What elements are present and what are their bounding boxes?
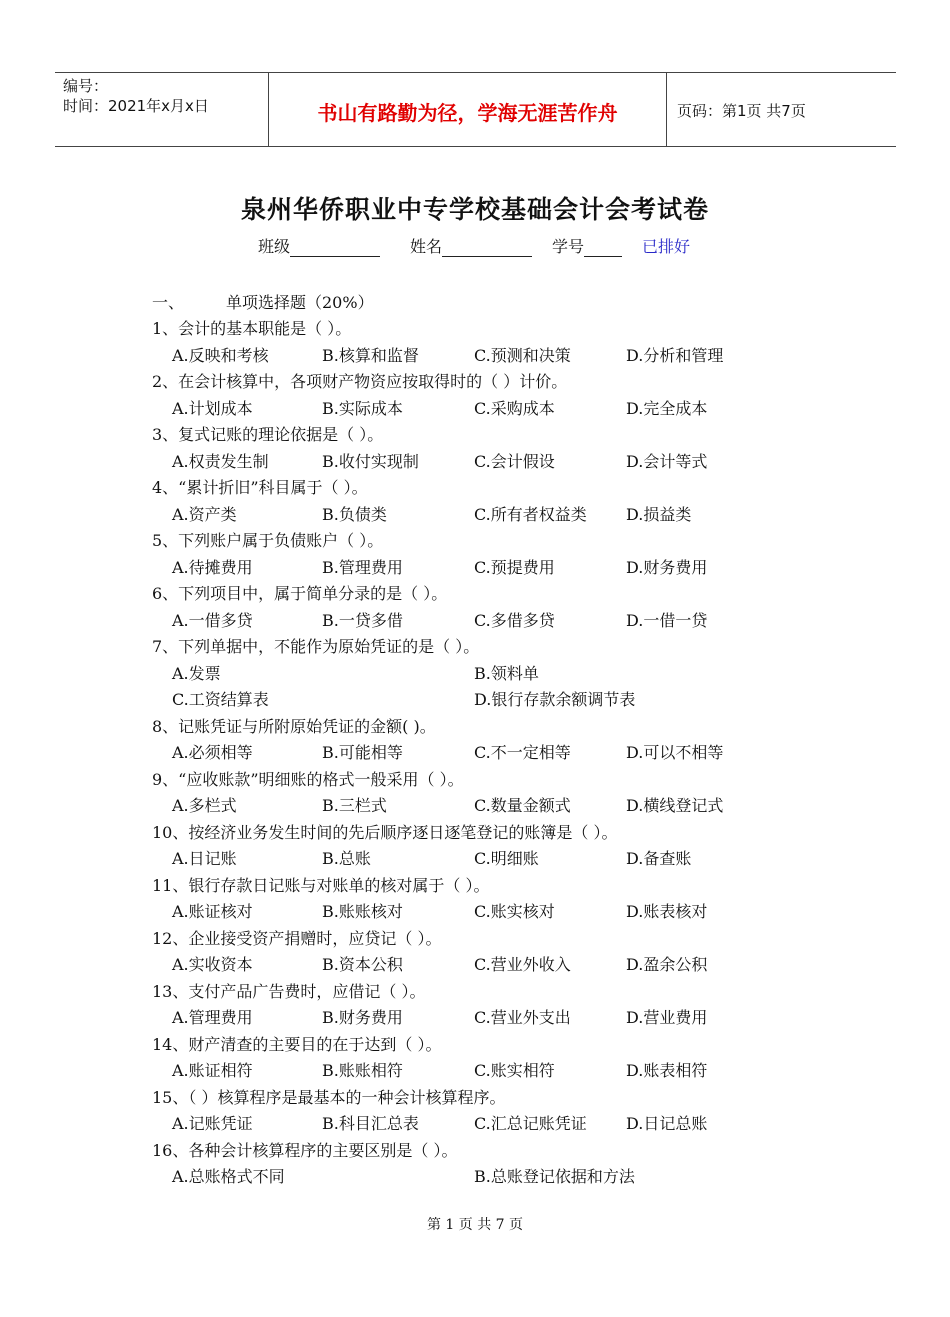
- answer-option: A.发票: [172, 664, 221, 683]
- question-stem: 2、在会计核算中，各项财产物资应按取得时的（ ）计价。: [152, 372, 568, 391]
- name-label: 姓名: [410, 237, 443, 256]
- answer-option: B.三栏式: [322, 796, 387, 815]
- question-stem: 6、下列项目中，属于简单分录的是（ ）。: [152, 584, 448, 603]
- answer-option: D.账表核对: [626, 902, 708, 921]
- page-footer: 第 1 页 共 7 页: [426, 1217, 524, 1233]
- answer-option: C.多借多贷: [474, 611, 555, 630]
- answer-option: B.科目汇总表: [322, 1114, 419, 1133]
- answer-option: A.权责发生制: [172, 452, 269, 471]
- answer-option: C.工资结算表: [172, 690, 269, 709]
- answer-option: A.待摊费用: [172, 558, 253, 577]
- question-stem: 4、“累计折旧”科目属于（ ）。: [152, 478, 368, 497]
- header-meta: [63, 76, 209, 116]
- answer-option: B.管理费用: [322, 558, 403, 577]
- answer-option: C.预测和决策: [474, 346, 571, 365]
- answer-option: A.一借多贷: [172, 611, 253, 630]
- question-stem: 12、企业接受资产捐赠时，应贷记（ ）。: [152, 929, 442, 948]
- name-field: [410, 234, 532, 257]
- id-field: [552, 234, 622, 257]
- answer-option: C.采购成本: [474, 399, 555, 418]
- answer-option: A.反映和考核: [172, 346, 269, 365]
- answer-option: A.实收资本: [172, 955, 253, 974]
- answer-option: D.横线登记式: [626, 796, 724, 815]
- exam-title: 泉州华侨职业中专学校基础会计会考试卷: [240, 195, 709, 224]
- answer-option: C.账实核对: [474, 902, 555, 921]
- section-number: 一、: [152, 293, 185, 312]
- page-header: [55, 72, 896, 147]
- name-blank: [442, 240, 532, 257]
- answer-option: C.数量金额式: [474, 796, 571, 815]
- answer-option: A.总账格式不同: [172, 1167, 285, 1186]
- answer-option: B.财务费用: [322, 1008, 403, 1027]
- answer-option: D.损益类: [626, 505, 692, 524]
- answer-option: C.明细账: [474, 849, 539, 868]
- sorted-label: 已排好: [642, 237, 691, 256]
- answer-option: C.预提费用: [474, 558, 555, 577]
- answer-option: B.资本公积: [322, 955, 403, 974]
- answer-option: B.可能相等: [322, 743, 403, 762]
- question-stem: 11、银行存款日记账与对账单的核对属于（ ）。: [152, 876, 490, 895]
- answer-option: A.管理费用: [172, 1008, 253, 1027]
- question-stem: 7、下列单据中，不能作为原始凭证的是（ ）。: [152, 637, 480, 656]
- answer-option: D.一借一贷: [626, 611, 708, 630]
- class-field: [258, 234, 380, 257]
- answer-option: C.所有者权益类: [474, 505, 587, 524]
- answer-option: B.核算和监督: [322, 346, 419, 365]
- question-stem: 8、记账凭证与所附原始凭证的金额( )。: [152, 717, 436, 736]
- answer-option: B.一贷多借: [322, 611, 403, 630]
- header-divider: [666, 73, 667, 146]
- answer-option: B.领料单: [474, 664, 539, 683]
- answer-option: D.日记总账: [626, 1114, 708, 1133]
- question-stem: 9、“应收账款”明细账的格式一般采用（ ）。: [152, 770, 464, 789]
- answer-option: B.总账: [322, 849, 371, 868]
- answer-option: B.负债类: [322, 505, 387, 524]
- answer-option: D.银行存款余额调节表: [474, 690, 636, 709]
- answer-option: D.营业费用: [626, 1008, 708, 1027]
- answer-option: D.账表相符: [626, 1061, 708, 1080]
- answer-option: B.收付实现制: [322, 452, 419, 471]
- answer-option: D.完全成本: [626, 399, 708, 418]
- answer-option: A.账证核对: [172, 902, 253, 921]
- answer-option: D.备查账: [626, 849, 692, 868]
- answer-option: A.资产类: [172, 505, 237, 524]
- answer-option: C.账实相符: [474, 1061, 555, 1080]
- time-label: 时间：2021年x月x日: [63, 97, 209, 115]
- answer-option: B.账账相符: [322, 1061, 403, 1080]
- question-stem: 10、按经济业务发生时间的先后顺序逐日逐笔登记的账簿是（ ）。: [152, 823, 618, 842]
- answer-option: A.日记账: [172, 849, 237, 868]
- question-stem: 13、支付产品广告费时，应借记（ ）。: [152, 982, 426, 1001]
- section-title: 单项选择题（20%）: [226, 293, 374, 312]
- motto: 书山有路勤为径，学海无涯苦作舟: [317, 101, 618, 125]
- answer-option: D.会计等式: [626, 452, 708, 471]
- answer-option: A.必须相等: [172, 743, 253, 762]
- answer-option: D.财务费用: [626, 558, 708, 577]
- answer-option: A.记账凭证: [172, 1114, 253, 1133]
- id-blank: [584, 240, 622, 257]
- answer-option: A.计划成本: [172, 399, 253, 418]
- answer-option: C.营业外收入: [474, 955, 571, 974]
- question-stem: 16、各种会计核算程序的主要区别是（ ）。: [152, 1141, 458, 1160]
- answer-option: D.盈余公积: [626, 955, 708, 974]
- answer-option: B.实际成本: [322, 399, 403, 418]
- id-label: 学号: [552, 237, 585, 256]
- question-stem: 14、财产清查的主要目的在于达到（ ）。: [152, 1035, 442, 1054]
- question-stem: 15、（ ）核算程序是最基本的一种会计核算程序。: [152, 1088, 506, 1107]
- answer-option: D.可以不相等: [626, 743, 724, 762]
- answer-option: B.总账登记依据和方法: [474, 1167, 635, 1186]
- question-stem: 3、复式记账的理论依据是（ ）。: [152, 425, 384, 444]
- question-stem: 1、会计的基本职能是（ ）。: [152, 319, 352, 338]
- class-label: 班级: [258, 237, 291, 256]
- answer-option: D.分析和管理: [626, 346, 724, 365]
- page-indicator: 页码：第1页 共7页: [677, 102, 806, 120]
- answer-option: A.账证相符: [172, 1061, 253, 1080]
- answer-option: C.会计假设: [474, 452, 555, 471]
- answer-option: C.营业外支出: [474, 1008, 571, 1027]
- number-label: 编号：: [63, 77, 109, 95]
- answer-option: B.账账核对: [322, 902, 403, 921]
- answer-option: C.不一定相等: [474, 743, 571, 762]
- answer-option: C.汇总记账凭证: [474, 1114, 587, 1133]
- answer-option: A.多栏式: [172, 796, 237, 815]
- question-stem: 5、下列账户属于负债账户（ ）。: [152, 531, 384, 550]
- class-blank: [290, 240, 380, 257]
